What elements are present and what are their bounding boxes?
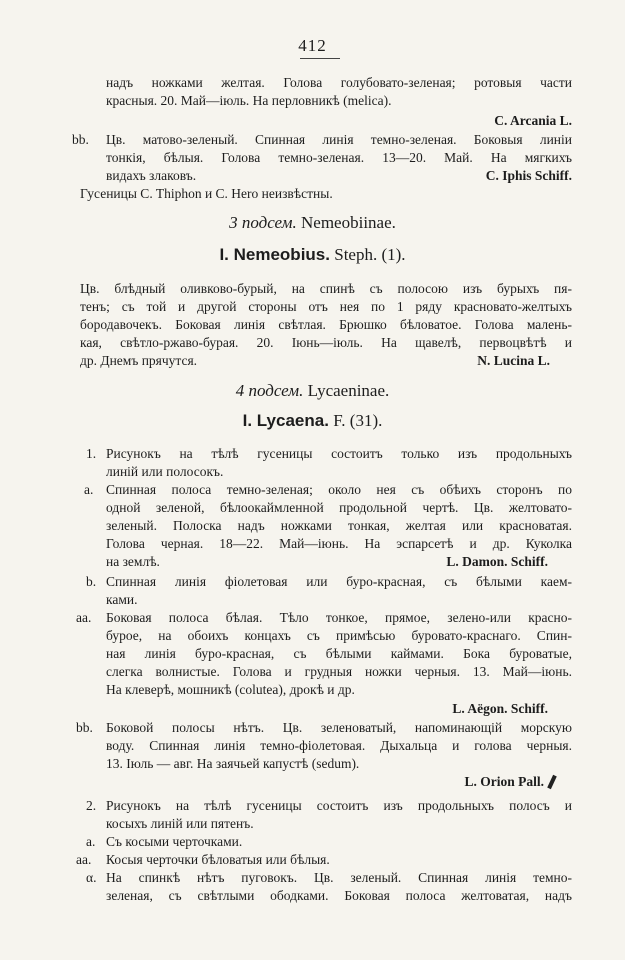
- text-line: бурое, на обоихъ концахъ съ примѣсью буровато-краснаго. Спин-: [106, 628, 572, 643]
- subfamily-name: Nemeobiinae.: [301, 213, 396, 232]
- key-label: aa.: [76, 610, 92, 625]
- species-name: N. Lucina L.: [477, 353, 550, 368]
- text-line: тонкія, бѣлыя. Голова темно-зеленая. 13—20. Май. На мягкихъ: [106, 150, 572, 165]
- text-line: слегка волнистые. Голова и грудныя ножки черныя. 13. Май—іюнь.: [106, 664, 572, 679]
- species-name: L. Damon. Schiff.: [446, 554, 548, 569]
- text-line: Спинная линія фіолетовая или буро-красная, съ бѣлыми каем-: [106, 574, 572, 589]
- species-name: L. Aëgon. Schiff.: [452, 701, 548, 716]
- key-label: 2.: [86, 798, 97, 813]
- key-label: a.: [86, 834, 96, 849]
- subfamily-heading: [0, 380, 625, 402]
- text-line: ками.: [106, 592, 138, 607]
- text-line: красныя. 20. Май—іюль. На перловникѣ (melica).: [106, 93, 392, 108]
- text-line: зеленая, съ свѣтлыми ободками. Боковая полоса желтоватая, надъ: [106, 888, 572, 903]
- text-line: Спинная полоса темно-зеленая; около нея съ обѣихъ сторонъ по: [106, 482, 572, 497]
- key-label: bb.: [76, 720, 93, 735]
- text-line: бородавочекъ. Боковая линія свѣтлая. Брюшко бѣловатое. Голова малень-: [80, 317, 572, 332]
- text-line: одной зеленой, бѣлоокаймленной продольной чертѣ. Цв. желтовато-: [106, 500, 572, 515]
- key-label: 1.: [86, 446, 97, 461]
- subfamily-heading: [0, 212, 625, 234]
- text-line: линій или полосокъ.: [106, 464, 224, 479]
- text-line: Боковой полосы нѣтъ. Цв. зеленоватый, напоминающій морскую: [106, 720, 572, 735]
- genus-heading: [0, 410, 625, 432]
- text-line: Рисунокъ на тѣлѣ гусеницы состоитъ только изъ продольныхъ: [106, 446, 572, 461]
- text-line: Гусеницы C. Thiphon и C. Hero неизвѣстны.: [80, 186, 333, 201]
- text-line: воду. Спинная линія темно-фіолетовая. Дыхальца и голова черныя.: [106, 738, 572, 753]
- key-label: aa.: [76, 852, 92, 867]
- pencil-mark: [547, 775, 557, 789]
- text-line: Голова черная. 18—22. Май—іюнь. На эспарсетѣ и др. Куколка: [106, 536, 572, 551]
- key-label: b.: [86, 574, 97, 589]
- text-line: надъ ножками желтая. Голова голубовато-зеленая; ротовыя части: [106, 75, 572, 90]
- key-label: a.: [84, 482, 94, 497]
- genus-name: I. Lycaena.: [242, 411, 329, 430]
- text-line: Боковая полоса бѣлая. Тѣло тонкое, прямое, зелено-или красно-: [106, 610, 572, 625]
- text-line: зеленый. Полоска надъ ножками тонкая, желтая или красноватая.: [106, 518, 572, 533]
- subfamily-label: 4 подсем.: [235, 381, 304, 400]
- text-line: видахъ злаковъ.: [106, 168, 197, 183]
- text-line: Косыя черточки бѣловатыя или бѣлыя.: [106, 852, 330, 867]
- text-line: 13. Іюль — авг. На заячьей капустѣ (sedum).: [106, 756, 360, 771]
- page-number: 412: [298, 36, 327, 55]
- genus-heading: [0, 244, 625, 266]
- text-line: На клеверѣ, мошникѣ (colutea), дрокѣ и др.: [106, 682, 355, 697]
- text-line: На спинкѣ нѣтъ пуговокъ. Цв. зеленый. Спинная линія темно-: [106, 870, 572, 885]
- key-label: bb.: [72, 132, 89, 147]
- page-number-rule: [300, 58, 340, 59]
- text-line: кая, свѣтло-ржаво-бурая. 20. Іюнь—іюль. На щавелѣ, первоцвѣтѣ и: [80, 335, 572, 350]
- species-name: C. Arcania L.: [494, 113, 572, 128]
- text-line: Съ косыми черточками.: [106, 834, 243, 849]
- text-line: на землѣ.: [106, 554, 160, 569]
- genus-author: F. (31).: [333, 411, 383, 430]
- text-line: др. Днемъ прячутся.: [80, 353, 198, 368]
- text-line: тенъ; съ той и другой стороны отъ нея по 1 ряду красновато-желтыхъ: [80, 299, 572, 314]
- species-name: L. Orion Pall.: [464, 774, 544, 789]
- species-name: C. Iphis Schiff.: [485, 168, 572, 183]
- text-line: косыхъ линій или пятенъ.: [106, 816, 254, 831]
- subfamily-label: 3 подсем.: [229, 213, 297, 232]
- subfamily-name: Lycaeninae.: [307, 381, 390, 400]
- genus-name: I. Nemeobius.: [219, 245, 330, 264]
- text-line: Рисунокъ на тѣлѣ гусеницы состоитъ изъ продольныхъ полосъ и: [106, 798, 572, 813]
- genus-author: Steph. (1).: [334, 245, 406, 264]
- key-label: α.: [86, 870, 97, 885]
- text-line: Цв. матово-зеленый. Спинная линія темно-зеленая. Боковыя линіи: [106, 132, 572, 147]
- text-line: Цв. блѣдный оливково-бурый, на спинѣ съ полосою изъ бурыхъ пя-: [80, 281, 572, 296]
- text-line: ная линія буро-красная, съ бѣлыми каймами. Бока буроватые,: [106, 646, 572, 661]
